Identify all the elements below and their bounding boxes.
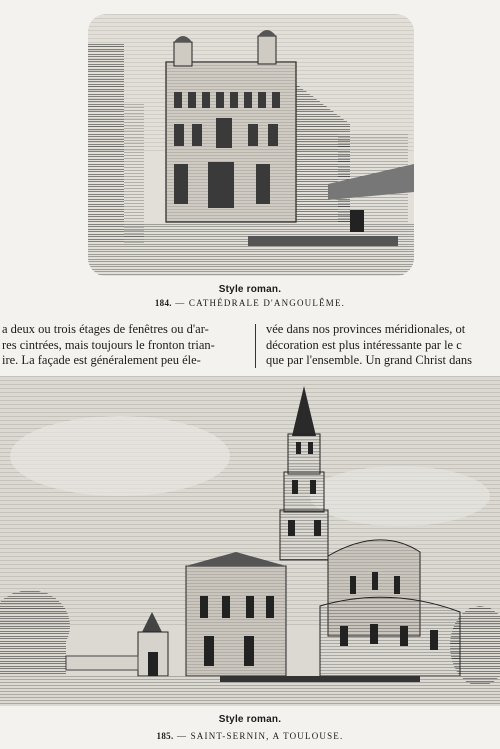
figure-185-caption [0, 731, 500, 741]
figure-185-subtitle: — SAINT-SERNIN, A TOULOUSE. [176, 731, 344, 741]
figure-185-title: Style roman. [218, 714, 282, 725]
text-column-right [266, 322, 500, 369]
angouleme-cathedral-engraving [88, 14, 414, 276]
column-divider [255, 324, 256, 368]
figure-184-caption [0, 298, 500, 308]
figure-184-title: Style roman. [218, 284, 282, 295]
text-line: que par l'ensemble. Un grand Christ dans [266, 353, 473, 367]
saint-sernin-engraving [0, 376, 500, 706]
text-line: vée dans nos provinces méridionales, ot [266, 322, 466, 336]
figure-185-number: 185. [156, 731, 174, 741]
text-column-left [2, 322, 250, 369]
text-line: ire. La façade est généralement peu éle- [2, 353, 201, 367]
text-line: décoration est plus intéressante par le c [266, 337, 462, 352]
text-line: a deux ou trois étages de fenêtres ou d'ar- [2, 322, 209, 336]
text-line: res cintrées, mais toujours le fronton trian- [2, 337, 215, 352]
figure-184-number: 184. [154, 298, 172, 308]
figure-184-subtitle: — CATHÉDRALE D'ANGOULÊME. [175, 298, 346, 308]
